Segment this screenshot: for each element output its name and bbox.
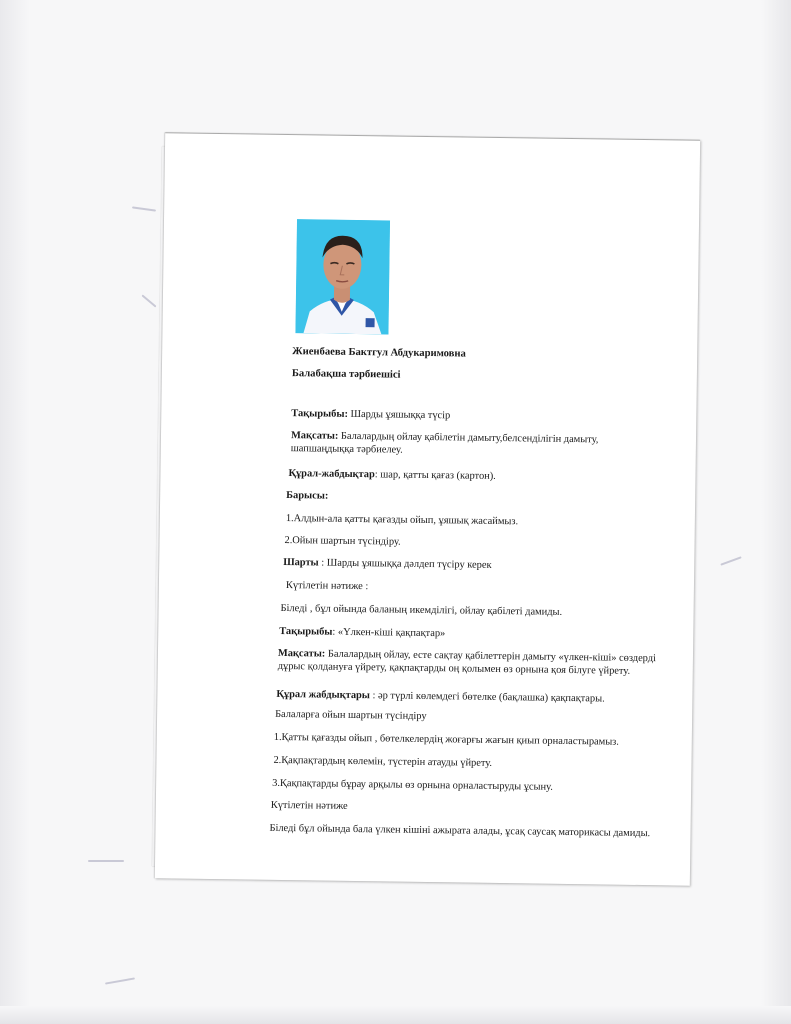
- game1-expected-text: Біледі , бұл ойында баланың икемділігі, ойлау қабілеті дамиды.: [280, 602, 563, 618]
- document-sheet: [155, 132, 700, 885]
- game1-tools-value: : шар, қатты қағаз (картон).: [374, 469, 496, 482]
- scan-artifact: [88, 860, 124, 862]
- game2-tools-value: : әр түрлі көлемдегі бөтелке (бақлашка) қақпақтары.: [369, 690, 605, 705]
- person-role: Балабақша тәрбиешісі: [291, 368, 401, 381]
- scan-artifact: [141, 294, 156, 307]
- game1-topic-value: Шарды ұяшыққа түсір: [347, 408, 451, 422]
- scan-bottom-shadow: [0, 1006, 791, 1024]
- game2-goal-value: Балалардың ойлау, есте сақтау қабілеттерін дамыту «үлкен-кіші» сөздерді дұрыс қолдануға үйрету, қақпақтарды оң қолымен өз орнына қоя білуге үйрету.: [277, 648, 657, 677]
- scan-artifact: [105, 977, 135, 984]
- game2-tools: [276, 688, 604, 706]
- game1-process-heading: Барысы:: [286, 490, 329, 502]
- scan-left-shadow: [0, 0, 30, 1024]
- game1-goal-label: Мақсаты:: [290, 430, 339, 442]
- game1-expected-heading: Күтілетін нәтиже :: [285, 580, 369, 593]
- game2-topic-label: Тақырыбы: [279, 625, 333, 638]
- game1-goal-value: Балалардың ойлау қабілетін дамыту,белсенділігін дамыту, шапшаңдыққа тәрбиелеу.: [290, 430, 599, 456]
- game2-step-1: 1.Қатты қағазды ойып , бөтелкелердің жоғарғы жағын қиып орналастырамыз.: [273, 731, 620, 748]
- game1-rule: [283, 556, 491, 572]
- portrait-photo: [295, 219, 390, 334]
- game1-topic-label: Тақырыбы:: [291, 408, 349, 420]
- game1-tools: [288, 467, 495, 483]
- game2-step-2: 2.Қақпақтардың көлемін, түстерін атауды үйрету.: [273, 754, 493, 769]
- game2-goal: [278, 647, 656, 678]
- scan-right-shadow: [761, 0, 791, 1024]
- scan-artifact: [132, 206, 156, 211]
- game1-topic: [291, 407, 450, 422]
- game2-tools-label: Құрал жабдықтары: [276, 688, 371, 702]
- scan-artifact: [720, 556, 741, 565]
- game1-tools-label: Құрал-жабдықтар: [288, 468, 375, 481]
- game1-rule-label: Шарты: [283, 556, 319, 569]
- game2-topic: [279, 625, 445, 640]
- document-content: [155, 133, 700, 885]
- game2-goal-label: Мақсаты:: [277, 647, 326, 660]
- game1-step-2: 2.Ойын шартын түсіндіру.: [284, 535, 401, 548]
- game2-expected-heading: Күтілетін нәтиже: [270, 799, 348, 812]
- game2-topic-value: : «Үлкен-кіші қақпақтар»: [332, 626, 446, 640]
- person-name: Жиенбаева Бактгул Абдукаримовна: [292, 346, 466, 360]
- game2-intro: Балаларға ойын шартын түсіндіру: [275, 708, 427, 723]
- game2-expected-text: Біледі бұл ойында бала үлкен кішіні ажырата алады, ұсақ саусақ маторикасы дамиды.: [269, 822, 651, 840]
- game1-goal: [291, 429, 656, 460]
- game1-rule-value: : Шарды ұяшыққа дәлдеп түсіру керек: [318, 557, 492, 571]
- game1-step-1: 1.Алдын-ала қатты қағазды ойып, ұяшық жасаймыз.: [285, 513, 519, 528]
- game2-step-3: 3.Қақпақтарды бұрау арқылы өз орнына орналастыруды ұсыну.: [272, 777, 553, 793]
